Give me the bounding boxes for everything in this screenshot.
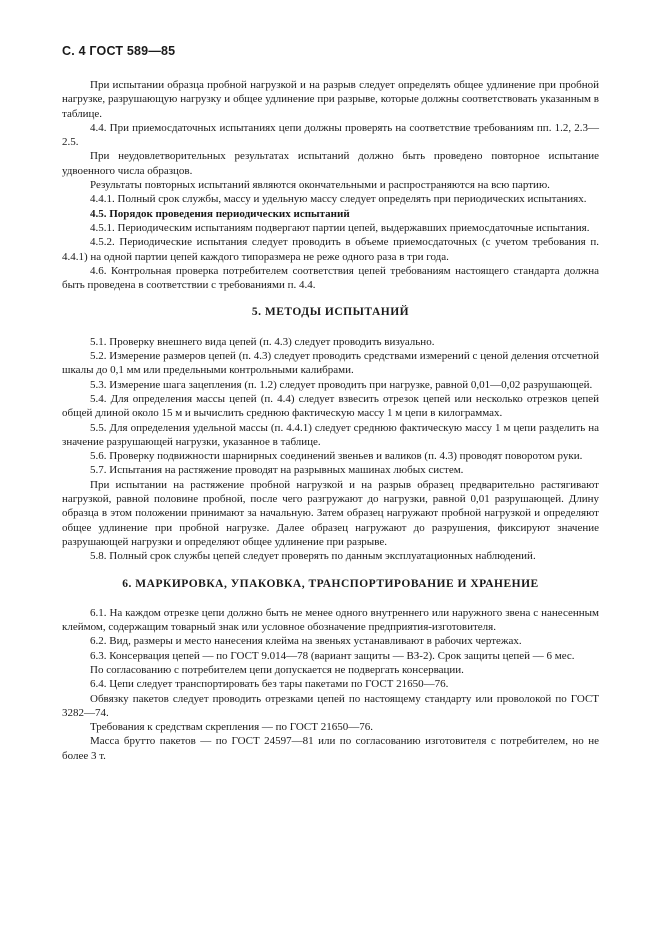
paragraph-6-1: 6.1. На каждом отрезке цепи должно быть не менее одного внутреннего или наружного звена с нанесенным клеймом, содержащим товарный знак или условное обозначение предприятия-изготовителя. bbox=[62, 606, 599, 634]
paragraph-5-8: 5.8. Полный срок службы цепей следует проверять по данным эксплуатационных наблюдений. bbox=[90, 550, 536, 563]
paragraph-5-1: 5.1. Проверку внешнего вида цепей (п. 4.3) следует проводить визуально. bbox=[90, 335, 435, 348]
paragraph-6-3: 6.3. Консервация цепей — по ГОСТ 9.014—78 (вариант защиты — ВЗ-2). Срок защиты цепей — 6 мес. bbox=[90, 649, 575, 662]
paragraph-4-5-2: 4.5.2. Периодические испытания следует проводить в объеме приемосдаточных (с учетом требования п. 4.4.1) на одной партии цепей каждого типоразмера не реже одного раза в три года. bbox=[62, 236, 599, 263]
paragraph-5-3: 5.3. Измерение шага зацепления (п. 1.2) следует проводить при нагрузке, равной 0,01—0,02 разрушающей. bbox=[90, 378, 593, 391]
paragraph-5-4: 5.4. Для определения массы цепей (п. 4.4) следует взвесить отрезок цепей или несколько отрезков цепей общей длиной около 15 м и вычислить среднюю фактическую массу 1 м цепи в килограммах. bbox=[62, 392, 599, 420]
paragraph-5-7: 5.7. Испытания на растяжение проводят на разрывных машинах любых систем. bbox=[90, 464, 464, 477]
paragraph: По согласованию с потребителем цепи допускается не подвергать консервации. bbox=[90, 663, 464, 676]
section-6-title: 6. МАРКИРОВКА, УПАКОВКА, ТРАНСПОРТИРОВАНИЕ И ХРАНЕНИЕ bbox=[122, 577, 539, 590]
subsection-heading-4-5: 4.5. Порядок проведения периодических испытаний bbox=[90, 207, 350, 220]
paragraph: Результаты повторных испытаний являются окончательными и распространяются на всю партию. bbox=[90, 179, 550, 192]
paragraph: При испытании образца пробной нагрузкой и на разрыв следует определять общее удлинение при пробной нагрузке, разрушающую нагрузку и общее удлинение при разрыве, которые должны соответствовать указанным в таблице. bbox=[62, 79, 599, 120]
paragraph-4-6: 4.6. Контрольная проверка потребителем соответствия цепей требованиям настоящего стандарта должна быть проведена в соответствии с требованиями п. 4.4. bbox=[62, 264, 599, 292]
paragraph: При испытании на растяжение пробной нагрузкой и на разрыв образец предварительно растягивают нагрузкой, равной половине пробной, после чего разгружают до нагрузки, равной 0,01 разрушающей. Длину образца в этом положении принимают за начальную. Затем образец нагружают пробной нагрузкой и определяют общее удлинение при пробной нагрузке. Далее образец нагружают до разрушения, фиксируют значение разрушающей нагрузки и определяют общее удлинение при разрыве. bbox=[62, 478, 599, 548]
paragraph-5-2: 5.2. Измерение размеров цепей (п. 4.3) следует проводить средствами измерений с ценой деления отсчетной шкалы до 0,1 мм или предельными контрольными калибрами. bbox=[62, 350, 599, 377]
paragraph: Обвязку пакетов следует проводить отрезками цепей по настоящему стандарту или проволокой по ГОСТ 3282—74. bbox=[62, 692, 599, 719]
paragraph-6-2: 6.2. Вид, размеры и место нанесения клейма на звеньях устанавливают в рабочих чертежах. bbox=[90, 635, 522, 648]
document-body bbox=[62, 78, 599, 763]
paragraph: При неудовлетворительных результатах испытаний должно быть проведено повторное испытание удвоенного числа образцов. bbox=[62, 150, 599, 177]
paragraph-4-4-1: 4.4.1. Полный срок службы, массу и удельную массу следует определять при периодических испытаниях. bbox=[90, 193, 587, 206]
paragraph-5-6: 5.6. Проверку подвижности шарнирных соединений звеньев и валиков (п. 4.3) проводят поворотом руки. bbox=[90, 450, 583, 463]
paragraph-5-5: 5.5. Для определения удельной массы (п. 4.4.1) следует среднюю фактическую массу 1 м цепи разделить на значение разрушающей нагрузки, указанное в таблице. bbox=[62, 421, 599, 448]
page-header: С. 4 ГОСТ 589—85 bbox=[62, 44, 176, 58]
paragraph-6-4: 6.4. Цепи следует транспортировать без тары пакетами по ГОСТ 21650—76. bbox=[90, 678, 449, 691]
paragraph-4-5-1: 4.5.1. Периодическим испытаниям подвергают партии цепей, выдержавших приемосдаточные испытания. bbox=[90, 221, 590, 234]
paragraph-4-4: 4.4. При приемосдаточных испытаниях цепи должны проверять на соответствие требованиям пп. 1.2, 2.3—2.5. bbox=[62, 121, 599, 149]
paragraph: Масса брутто пакетов — по ГОСТ 24597—81 или по согласованию изготовителя с потребителем, но не более 3 т. bbox=[62, 735, 599, 762]
section-5-title: 5. МЕТОДЫ ИСПЫТАНИЙ bbox=[251, 306, 410, 319]
paragraph: Требования к средствам скрепления — по ГОСТ 21650—76. bbox=[90, 721, 373, 734]
